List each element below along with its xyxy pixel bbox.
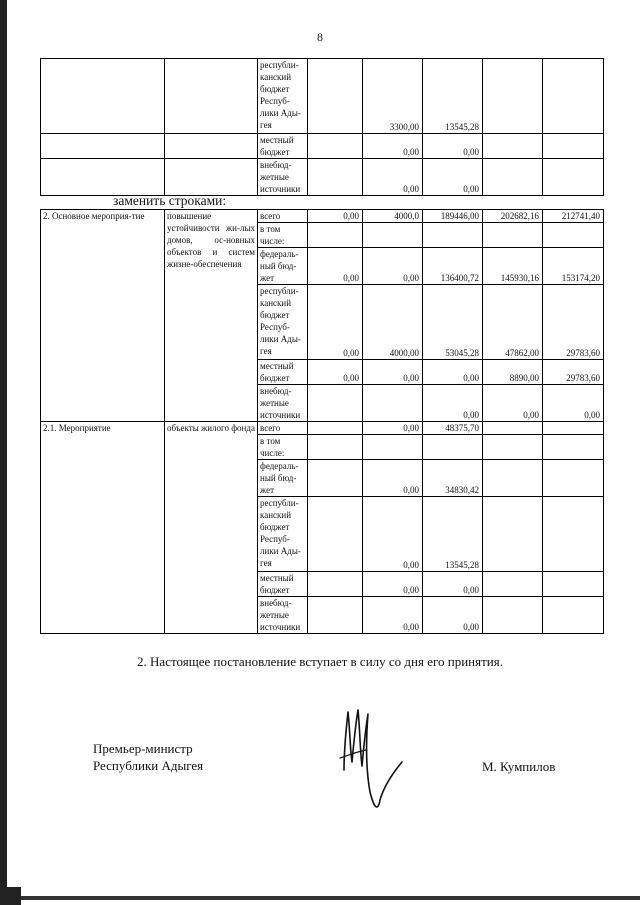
value-cell (308, 460, 363, 497)
table-row (41, 159, 604, 196)
value-cell (483, 497, 543, 572)
table-cell (41, 59, 165, 134)
value-cell (308, 385, 363, 422)
value-cell (308, 223, 363, 248)
value-cell (483, 597, 543, 634)
value-cell (483, 134, 543, 159)
value-cell: 0,00 (308, 285, 363, 360)
value-cell: 0,00 (483, 385, 543, 422)
value-cell (543, 223, 604, 248)
value-cell: 4000,00 (363, 285, 423, 360)
funding-source-cell: всего (258, 210, 308, 223)
value-cell: 189446,00 (423, 210, 483, 223)
value-cell (308, 134, 363, 159)
value-cell (308, 435, 363, 460)
value-cell (363, 223, 423, 248)
table-row (41, 422, 604, 435)
value-cell: 0,00 (363, 497, 423, 572)
funding-source-cell: федераль-ный бюд-жет (258, 248, 308, 285)
value-cell (543, 497, 604, 572)
value-cell (423, 435, 483, 460)
value-cell: 136400,72 (423, 248, 483, 285)
funding-source-cell: всего (258, 422, 308, 435)
signer-name: М. Кумпилов (482, 759, 556, 774)
value-cell: 4000,0 (363, 210, 423, 223)
page-number: 8 (317, 30, 323, 44)
table-row (41, 210, 604, 223)
value-cell (308, 572, 363, 597)
table-cell (165, 59, 258, 134)
value-cell (483, 572, 543, 597)
scan-edge-left (0, 0, 7, 905)
table-cell (165, 134, 258, 159)
value-cell (308, 497, 363, 572)
value-cell (483, 223, 543, 248)
value-cell: 8890,00 (483, 360, 543, 385)
value-cell: 0,00 (543, 385, 604, 422)
table-row (41, 59, 604, 134)
funding-source-cell: в том числе: (258, 435, 308, 460)
value-cell: 0,00 (423, 385, 483, 422)
value-cell: 212741,40 (543, 210, 604, 223)
value-cell (308, 59, 363, 134)
scan-edge-corner (7, 887, 21, 905)
value-cell: 0,00 (423, 159, 483, 196)
funding-source-cell: местный бюджет (258, 360, 308, 385)
scan-edge-bottom (20, 896, 640, 900)
value-cell: 3300,00 (363, 59, 423, 134)
value-cell: 34830,42 (423, 460, 483, 497)
value-cell: 0,00 (308, 360, 363, 385)
value-cell (543, 435, 604, 460)
value-cell: 153174,20 (543, 248, 604, 285)
value-cell: 0,00 (423, 360, 483, 385)
funding-source-cell: внебюд-жетные источники (258, 385, 308, 422)
value-cell (308, 422, 363, 435)
measure-goal-cell: повышение устойчивости жи-лых домов, ос-новных объектов и систем жизне-обеспечения (165, 210, 258, 422)
value-cell: 145930,16 (483, 248, 543, 285)
value-cell (483, 460, 543, 497)
value-cell: 0,00 (363, 422, 423, 435)
signer-title (93, 740, 203, 774)
program-table-replacement (40, 209, 604, 634)
value-cell: 0,00 (363, 159, 423, 196)
value-cell (423, 223, 483, 248)
value-cell: 48375,70 (423, 422, 483, 435)
value-cell: 29783,60 (543, 285, 604, 360)
value-cell: 0,00 (363, 360, 423, 385)
table-row (41, 134, 604, 159)
replace-caption: заменить строками: (113, 193, 227, 208)
value-cell: 0,00 (308, 248, 363, 285)
measure-name-cell: 2. Основное мероприя-тие (41, 210, 165, 422)
value-cell (363, 385, 423, 422)
entry-into-force-paragraph: 2. Настоящее постановление вступает в силу со дня его принятия. (137, 654, 503, 669)
value-cell: 13545,28 (423, 59, 483, 134)
funding-source-cell: местный бюджет (258, 572, 308, 597)
signer-title-line: Республики Адыгея (93, 758, 204, 773)
funding-source-cell: республи-канский бюджет Респуб-лики Ады-гея (258, 59, 308, 134)
table-cell (41, 134, 165, 159)
table-cell (41, 159, 165, 196)
value-cell (308, 597, 363, 634)
value-cell: 0,00 (423, 572, 483, 597)
funding-source-cell: местный бюджет (258, 134, 308, 159)
measure-goal-cell: объекты жилого фонда (165, 422, 258, 634)
value-cell (543, 59, 604, 134)
measure-name-cell: 2.1. Мероприятие (41, 422, 165, 634)
value-cell: 0,00 (423, 134, 483, 159)
value-cell (543, 134, 604, 159)
value-cell: 29783,60 (543, 360, 604, 385)
funding-source-cell: республи-канский бюджет Респуб-лики Ады-гея (258, 497, 308, 572)
value-cell (543, 460, 604, 497)
funding-source-cell: федераль-ный бюд-жет (258, 460, 308, 497)
value-cell: 0,00 (308, 210, 363, 223)
value-cell (483, 159, 543, 196)
value-cell: 0,00 (363, 248, 423, 285)
value-cell (543, 422, 604, 435)
value-cell: 0,00 (363, 597, 423, 634)
value-cell: 0,00 (363, 572, 423, 597)
funding-source-cell: внебюд-жетные источники (258, 159, 308, 196)
value-cell: 0,00 (423, 597, 483, 634)
signer-title-line: Премьер-министр (93, 741, 193, 756)
value-cell (483, 59, 543, 134)
table-cell (165, 159, 258, 196)
value-cell: 53045,28 (423, 285, 483, 360)
value-cell: 0,00 (363, 134, 423, 159)
program-table-continued (40, 58, 604, 196)
value-cell (483, 422, 543, 435)
value-cell (543, 159, 604, 196)
value-cell (543, 597, 604, 634)
funding-source-cell: внебюд-жетные источники (258, 597, 308, 634)
value-cell (483, 435, 543, 460)
value-cell: 202682,16 (483, 210, 543, 223)
funding-source-cell: республи-канский бюджет Респуб-лики Ады-гея (258, 285, 308, 360)
value-cell: 0,00 (363, 460, 423, 497)
handwritten-signature (330, 700, 410, 820)
value-cell (308, 159, 363, 196)
value-cell (363, 435, 423, 460)
value-cell: 13545,28 (423, 497, 483, 572)
value-cell (543, 572, 604, 597)
funding-source-cell: в том числе: (258, 223, 308, 248)
value-cell: 47862,00 (483, 285, 543, 360)
